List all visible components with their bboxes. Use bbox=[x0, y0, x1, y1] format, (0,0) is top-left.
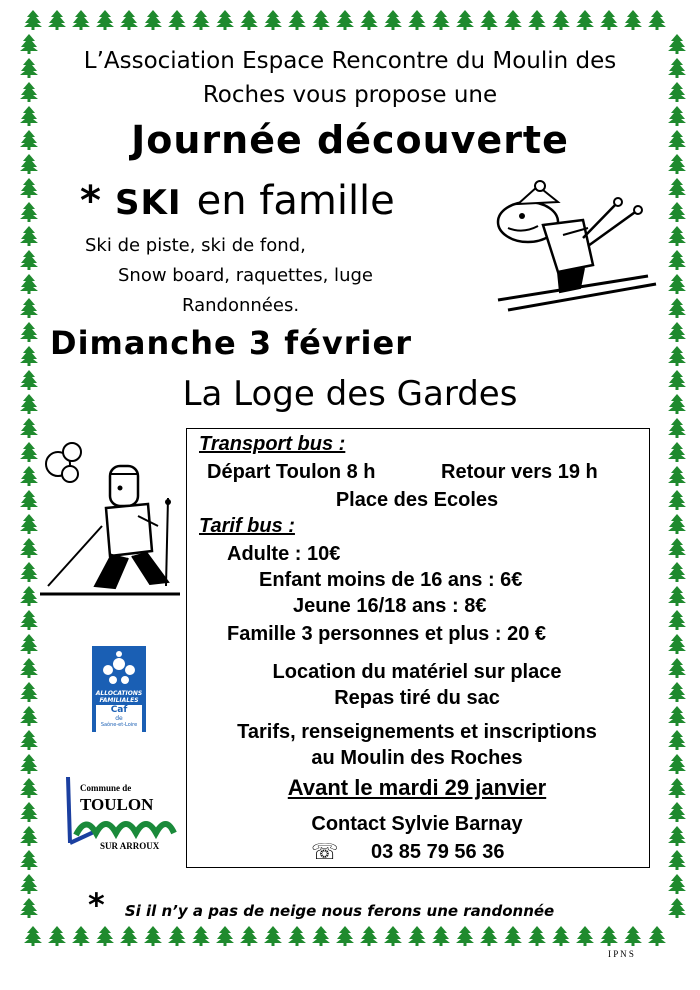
ski-heading bbox=[80, 178, 395, 224]
tree-icon bbox=[668, 442, 686, 462]
departure-place: Place des Ecoles bbox=[335, 489, 499, 511]
tree-icon bbox=[20, 442, 38, 462]
toulon-line: SUR ARROUX bbox=[100, 841, 160, 851]
toulon-line: Commune de bbox=[80, 783, 132, 793]
tree-icon bbox=[668, 634, 686, 654]
tree-icon bbox=[20, 682, 38, 702]
tree-icon bbox=[552, 926, 570, 946]
tree-icon bbox=[264, 926, 282, 946]
tree-icon bbox=[432, 926, 450, 946]
caf-emblem-icon bbox=[99, 650, 139, 686]
caf-line: Caf bbox=[110, 705, 128, 715]
tree-icon bbox=[240, 926, 258, 946]
tree-icon bbox=[668, 178, 686, 198]
tree-icon bbox=[624, 10, 642, 30]
tree-icon bbox=[20, 178, 38, 198]
tree-icon bbox=[668, 538, 686, 558]
ski-word: SKI bbox=[115, 183, 182, 223]
tree-icon bbox=[20, 274, 38, 294]
tree-icon bbox=[216, 926, 234, 946]
tree-icon bbox=[20, 754, 38, 774]
tree-icon bbox=[96, 926, 114, 946]
toulon-logo bbox=[56, 775, 186, 855]
tree-icon bbox=[336, 10, 354, 30]
tree-icon bbox=[120, 10, 138, 30]
registration-info: Tarifs, renseignements et inscriptions bbox=[237, 721, 597, 743]
tree-icon bbox=[192, 926, 210, 946]
tree-icon bbox=[668, 274, 686, 294]
tree-icon bbox=[48, 926, 66, 946]
footnote bbox=[88, 886, 554, 924]
tree-icon bbox=[20, 418, 38, 438]
tree-icon bbox=[668, 490, 686, 510]
price-adult: Adulte : 10€ bbox=[227, 543, 341, 565]
tree-icon bbox=[668, 202, 686, 222]
tree-icon bbox=[668, 802, 686, 822]
tree-icon bbox=[20, 802, 38, 822]
tree-icon bbox=[360, 926, 378, 946]
price-child: Enfant moins de 16 ans : 6€ bbox=[259, 569, 523, 591]
tree-icon bbox=[168, 10, 186, 30]
tree-icon bbox=[668, 610, 686, 630]
meal-info: Repas tiré du sac bbox=[334, 687, 500, 709]
tree-icon bbox=[384, 10, 402, 30]
tree-icon bbox=[264, 10, 282, 30]
tree-icon bbox=[668, 298, 686, 318]
tree-icon bbox=[312, 926, 330, 946]
tree-icon bbox=[20, 586, 38, 606]
tree-icon bbox=[72, 926, 90, 946]
caf-logo bbox=[92, 646, 146, 732]
tree-icon bbox=[20, 226, 38, 246]
tree-icon bbox=[24, 10, 42, 30]
event-title: Journée découverte bbox=[131, 118, 569, 162]
caf-line: Saône-et-Loire bbox=[100, 722, 138, 728]
tree-icon bbox=[216, 10, 234, 30]
tree-icon bbox=[336, 926, 354, 946]
info-box bbox=[186, 428, 650, 868]
tree-icon bbox=[668, 754, 686, 774]
tree-icon bbox=[480, 10, 498, 30]
equipment-rental: Location du matériel sur place bbox=[272, 661, 562, 683]
departure-time: Départ Toulon 8 h bbox=[207, 461, 376, 483]
footnote-text: Si il n’y a pas de neige nous ferons une randonnée bbox=[124, 902, 555, 920]
tree-icon bbox=[72, 10, 90, 30]
tree-icon bbox=[20, 250, 38, 270]
transport-label: Transport bus : bbox=[199, 433, 346, 455]
tree-icon bbox=[456, 10, 474, 30]
tree-icon bbox=[624, 926, 642, 946]
tree-icon bbox=[668, 346, 686, 366]
tree-icon bbox=[456, 926, 474, 946]
tree-icon bbox=[96, 10, 114, 30]
tree-icon bbox=[20, 826, 38, 846]
tarif-label: Tarif bus : bbox=[199, 515, 295, 537]
caf-panel bbox=[96, 705, 142, 733]
tree-icon bbox=[528, 926, 546, 946]
return-time: Retour vers 19 h bbox=[441, 461, 598, 483]
tree-icon bbox=[408, 926, 426, 946]
tree-icon bbox=[552, 10, 570, 30]
tree-icon bbox=[648, 926, 666, 946]
tree-icon bbox=[668, 322, 686, 342]
tree-icon bbox=[20, 874, 38, 894]
tree-icon bbox=[144, 926, 162, 946]
tree-icon bbox=[668, 514, 686, 534]
tree-icon bbox=[20, 634, 38, 654]
tree-icon bbox=[20, 850, 38, 870]
tree-icon bbox=[20, 706, 38, 726]
phone-icon: ☏ bbox=[311, 839, 339, 864]
tree-icon bbox=[20, 730, 38, 750]
tree-icon bbox=[668, 466, 686, 486]
tree-icon bbox=[20, 490, 38, 510]
registration-place: au Moulin des Roches bbox=[311, 747, 523, 769]
deadline: Avant le mardi 29 janvier bbox=[287, 775, 547, 800]
tree-icon bbox=[20, 562, 38, 582]
price-youth: Jeune 16/18 ans : 8€ bbox=[293, 595, 487, 617]
header-line-2: Roches vous propose une bbox=[202, 82, 498, 108]
tree-icon bbox=[20, 514, 38, 534]
tree-icon bbox=[20, 538, 38, 558]
tree-icon bbox=[20, 898, 38, 918]
tree-icon bbox=[668, 250, 686, 270]
tree-icon bbox=[360, 10, 378, 30]
caf-line: ALLOCATIONS bbox=[95, 690, 143, 697]
tree-icon bbox=[432, 10, 450, 30]
footnote-star: * bbox=[88, 886, 106, 924]
crosscountry-skier-illustration bbox=[40, 436, 185, 606]
tree-icon bbox=[504, 926, 522, 946]
tree-icon bbox=[668, 850, 686, 870]
tree-icon bbox=[288, 10, 306, 30]
tree-icon bbox=[480, 926, 498, 946]
tree-icon bbox=[120, 926, 138, 946]
downhill-skier-illustration bbox=[488, 180, 658, 320]
caf-line: FAMILIALES bbox=[99, 697, 139, 704]
tree-icon bbox=[668, 778, 686, 798]
tree-icon bbox=[144, 10, 162, 30]
tree-icon bbox=[668, 586, 686, 606]
tree-icon bbox=[20, 298, 38, 318]
phone-number: 03 85 79 56 36 bbox=[371, 841, 505, 863]
tree-icon bbox=[240, 10, 258, 30]
tree-icon bbox=[504, 10, 522, 30]
tree-icon bbox=[20, 658, 38, 678]
price-family: Famille 3 personnes et plus : 20 € bbox=[227, 623, 547, 645]
tree-icon bbox=[20, 346, 38, 366]
tree-icon bbox=[24, 926, 42, 946]
tree-icon bbox=[668, 826, 686, 846]
tree-icon bbox=[648, 10, 666, 30]
tree-icon bbox=[668, 898, 686, 918]
tree-icon bbox=[192, 10, 210, 30]
tree-icon bbox=[668, 682, 686, 702]
caf-line: de bbox=[115, 715, 123, 722]
ski-star: * bbox=[80, 178, 102, 224]
tree-icon bbox=[576, 926, 594, 946]
tree-icon bbox=[668, 874, 686, 894]
ipns-mark: I P N S bbox=[608, 949, 634, 959]
tree-icon bbox=[668, 658, 686, 678]
tree-icon bbox=[288, 926, 306, 946]
tree-icon bbox=[20, 778, 38, 798]
tree-icon bbox=[668, 226, 686, 246]
event-date: Dimanche 3 février bbox=[50, 324, 412, 362]
tree-icon bbox=[20, 322, 38, 342]
header-line-1: L’Association Espace Rencontre du Moulin des bbox=[83, 48, 617, 74]
activity-line: Snow board, raquettes, luge bbox=[118, 265, 373, 286]
tree-icon bbox=[668, 706, 686, 726]
toulon-line: TOULON bbox=[80, 795, 154, 814]
event-location: La Loge des Gardes bbox=[182, 374, 518, 414]
tree-icon bbox=[528, 10, 546, 30]
tree-icon bbox=[168, 926, 186, 946]
tree-icon bbox=[384, 926, 402, 946]
tree-icon bbox=[48, 10, 66, 30]
activity-line: Ski de piste, ski de fond, bbox=[85, 235, 306, 256]
tree-icon bbox=[20, 202, 38, 222]
contact-name: Contact Sylvie Barnay bbox=[311, 813, 523, 835]
tree-icon bbox=[20, 610, 38, 630]
tree-icon bbox=[20, 466, 38, 486]
tree-icon bbox=[576, 10, 594, 30]
tree-icon bbox=[668, 730, 686, 750]
tree-icon bbox=[600, 10, 618, 30]
activity-line: Randonnées. bbox=[182, 295, 300, 316]
tree-icon bbox=[668, 418, 686, 438]
tree-icon bbox=[668, 562, 686, 582]
tree-icon bbox=[600, 926, 618, 946]
tree-icon bbox=[408, 10, 426, 30]
ski-famille: en famille bbox=[196, 178, 395, 224]
tree-icon bbox=[312, 10, 330, 30]
